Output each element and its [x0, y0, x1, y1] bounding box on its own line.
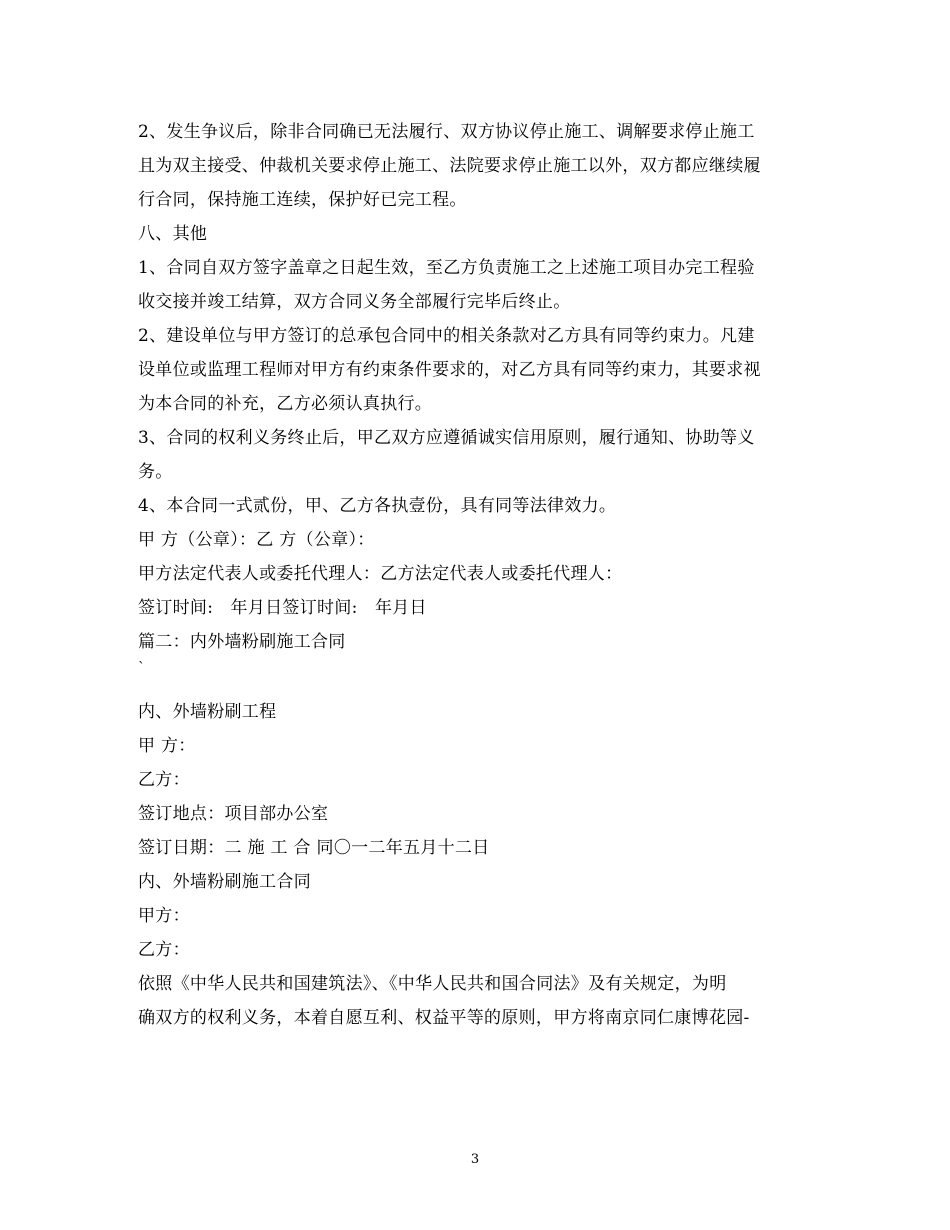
- text-line: 收交接并竣工结算，双方合同义务全部履行完毕后终止。: [138, 292, 571, 312]
- text-line: 2、发生争议后，除非合同确已无法履行、双方协议停止施工、调解要求停止施工: [138, 122, 755, 142]
- text-line: 行合同，保持施工连续，保护好已完工程。: [138, 190, 467, 210]
- chapter-heading: 篇二：内外墙粉刷施工合同: [138, 632, 346, 652]
- text-line: 4、本合同一式贰份，甲、乙方各执壹份，具有同等法律效力。: [138, 496, 617, 516]
- section-heading: 八、其他: [138, 224, 208, 244]
- signature-line: 甲方法定代表人或委托代理人：乙方法定代表人或委托代理人：: [138, 564, 623, 584]
- contract-title: 内、外墙粉刷工程: [138, 702, 277, 722]
- text-line: 2、建设单位与甲方签订的总承包合同中的相关条款对乙方具有同等约束力。凡建: [138, 326, 755, 346]
- text-line: 确双方的权利义务，本着自愿互利、权益平等的原则，甲方将南京同仁康博花园-: [138, 1008, 750, 1028]
- text-line: 且为双主接受、仲裁机关要求停止施工、法院要求停止施工以外，双方都应继续履: [138, 156, 761, 176]
- stray-mark: `: [138, 660, 146, 676]
- text-line: 1、合同自双方签字盖章之日起生效，至乙方负责施工之上述施工项目办完工程验: [138, 258, 755, 278]
- text-line: 3、合同的权利义务终止后，甲乙双方应遵循诚实信用原则，履行通知、协助等义: [138, 428, 755, 448]
- text-line: 依照《中华人民共和国建筑法》、《中华人民共和国合同法》及有关规定，为明: [138, 974, 727, 994]
- text-line: 乙方：: [138, 770, 190, 790]
- signature-line: 甲 方（公章）：乙 方（公章）：: [138, 530, 375, 550]
- document-body: [138, 115, 818, 1035]
- text-line: 甲方：: [138, 906, 190, 926]
- signature-line: 签订时间: 年月日签订时间: 年月日: [138, 598, 427, 618]
- text-line: 甲 方：: [138, 736, 196, 756]
- text-line: 为本合同的补充，乙方必须认真执行。: [138, 394, 433, 414]
- text-line: 签订日期：二 施 工 合 同〇一二年五月十二日: [138, 838, 490, 858]
- spacer: [138, 677, 818, 695]
- text-line: 乙方：: [138, 940, 190, 960]
- page-number: 3: [470, 1152, 480, 1167]
- text-line: 务。: [138, 462, 173, 482]
- text-line: 签订地点：项目部办公室: [138, 804, 329, 824]
- contract-title: 内、外墙粉刷施工合同: [138, 872, 311, 892]
- text-line: 设单位或监理工程师对甲方有约束条件要求的，对乙方具有同等约束力，其要求视: [138, 360, 761, 380]
